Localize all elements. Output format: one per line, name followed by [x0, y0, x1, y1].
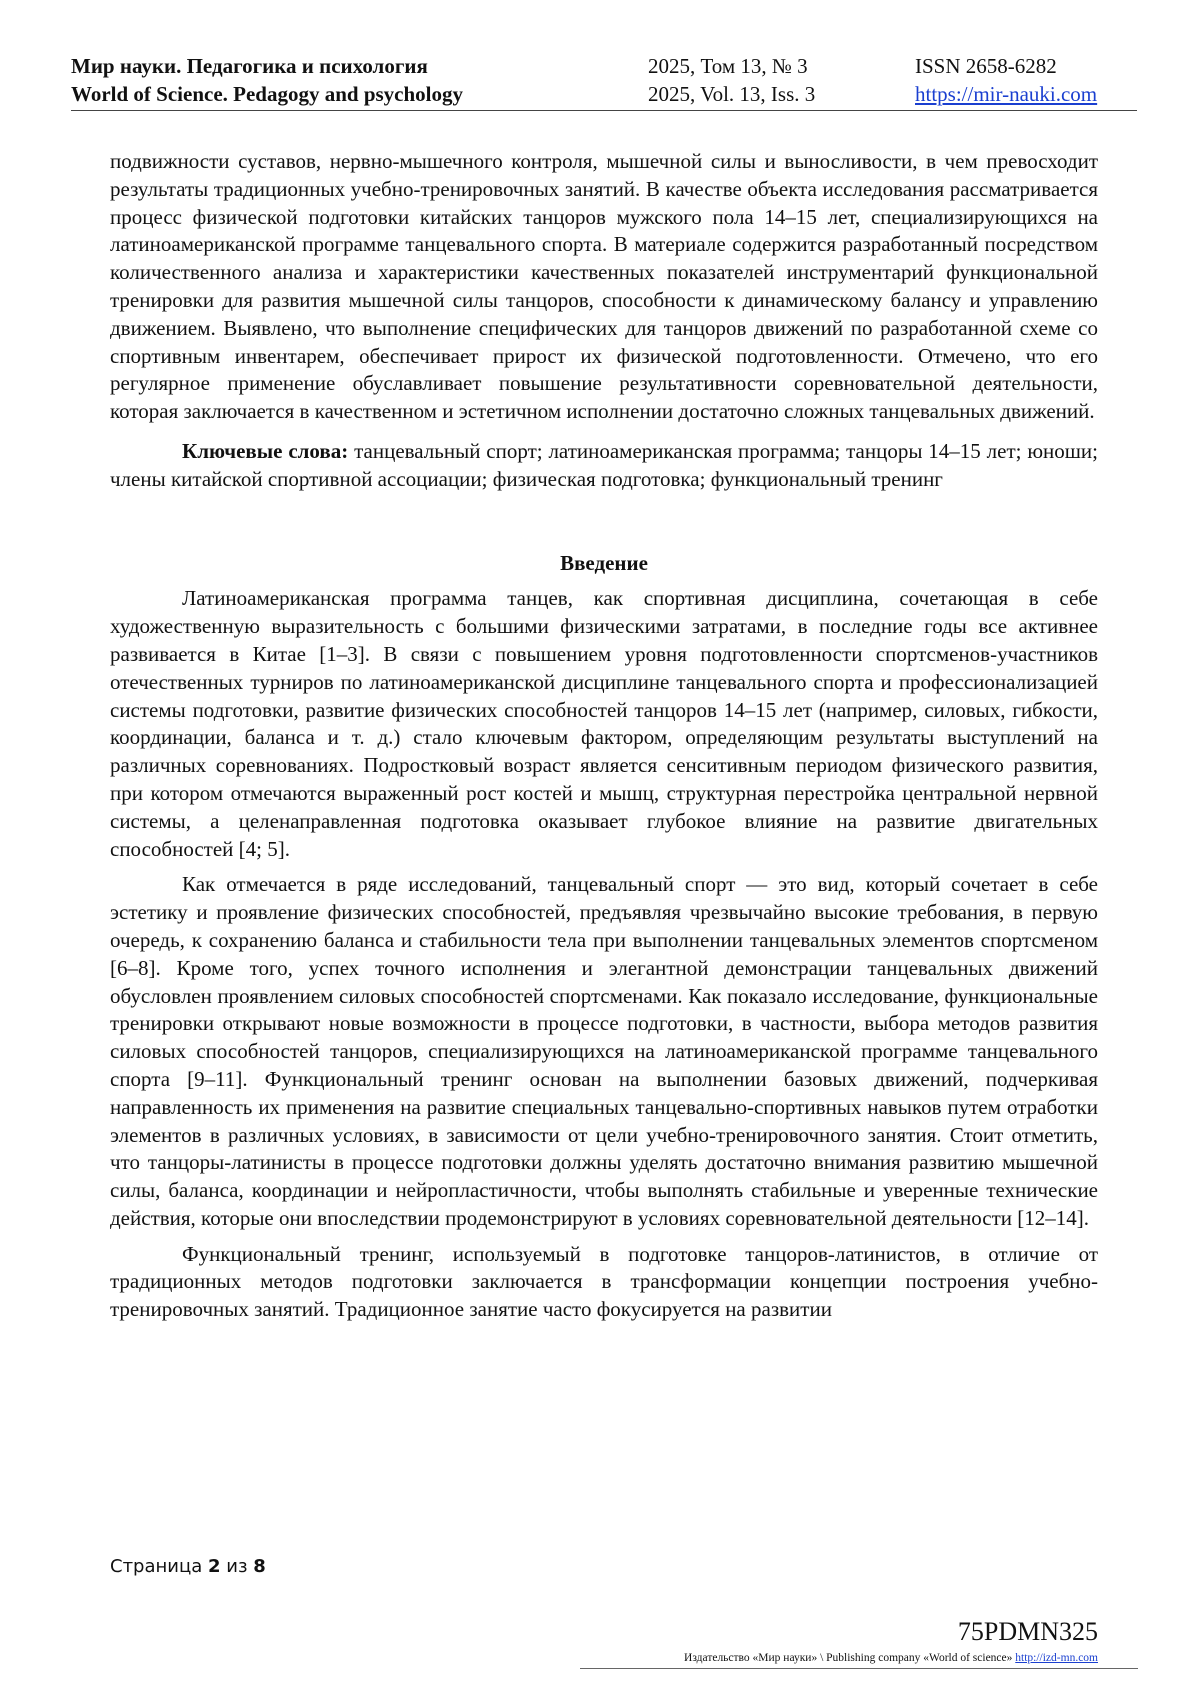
journal-title-block	[71, 52, 463, 108]
article-body	[110, 148, 1098, 1332]
paragraph: Латиноамериканская программа танцев, как спортивная дисциплина, сочетающая в себе художественную выразительность с большими физическими затратами, в последние годы все активнее развивается в Китае [1–3]. В связи с повышением уровня подготовленности спортсменов-участников отечественных турниров по латиноамериканской дисциплине танцевального спорта и профессионализацией системы подготовки, развитие физических способностей танцоров 14–15 лет (например, силовых, гибкости, координации, баланса и т. д.) стало ключевым фактором, определяющим результаты выступлений на различных соревнованиях. Подростковый возраст является сенситивным периодом физического развития, при котором отмечаются выраженный рост костей и мышц, структурная перестройка центральной нервной системы, а целенаправленная подготовка оказывает глубокое влияние на развитие двигательных способностей [4; 5].	[110, 586, 1098, 861]
header-divider	[71, 110, 1137, 111]
issue-ru: 2025, Том 13, № 3	[648, 54, 808, 78]
journal-title-ru: Мир науки. Педагогика и психология	[71, 54, 428, 78]
page-current: 2	[208, 1556, 221, 1577]
keywords-label: Ключевые слова:	[182, 438, 349, 463]
page-total: 8	[253, 1556, 266, 1577]
paragraph: Как отмечается в ряде исследований, танцевальный спорт — это вид, который сочетает в себе эстетику и проявление физических способностей, предъявляя чрезвычайно высокие требования, в первую очередь, к сохранению баланса и стабильности тела при выполнении танцевальных элементов спортсменом [6–8]. Кроме того, успех точного исполнения и элегантной демонстрации танцевальных движений обусловлен проявлением силовых способностей спортсменами. Как показало исследование, функциональные тренировки открывают новые возможности в процессе подготовки, в частности, выбора методов развития силовых способностей танцоров, специализирующихся на латиноамериканской программе танцевального спорта [9–11]. Функциональный тренинг основан на выполнении базовых движений, подчеркивая направленность их применения на развитие специальных танцевально-спортивных навыков путем отработки элементов в различных условиях, в зависимости от цели учебно-тренировочного занятия. Стоит отметить, что танцоры-латинисты в процессе подготовки должны уделять достаточно внимания развитию мышечной силы, баланса, координации и нейропластичности, чтобы выполнять стабильные и уверенные технические действия, которые они впоследствии продемонстрируют в условиях соревновательной деятельности [12–14].	[110, 872, 1098, 1230]
page-label: Страница	[110, 1556, 203, 1577]
journal-url-link[interactable]: https://mir-nauki.com	[915, 82, 1098, 106]
journal-title-en: World of Science. Pedagogy and psychology	[71, 82, 464, 106]
issue-en: 2025, Vol. 13, Iss. 3	[648, 82, 816, 106]
footer-divider	[580, 1668, 1138, 1669]
page-of: из	[226, 1556, 248, 1577]
publisher-url-link[interactable]: http://izd-mn.com	[1015, 1652, 1098, 1664]
publisher-line	[684, 1652, 1098, 1664]
keywords	[110, 438, 1098, 494]
article-code: 75PDMN325	[957, 1617, 1098, 1646]
page-number	[110, 1556, 266, 1577]
abstract-continuation: подвижности суставов, нервно-мышечного контроля, мышечной силы и выносливости, в чем превосходит результаты традиционных учебно-тренировочных занятий. В качестве объекта исследования рассматривается процесс физической подготовки китайских танцоров мужского пола 14–15 лет, специализирующихся на латиноамериканской программе танцевального спорта. В материале содержится разработанный посредством количественного анализа и характеристики качественных показателей инструментарий функциональной тренировки для развития мышечной силы танцоров, способности к динамическому балансу и управлению движением. Выявлено, что выполнение специфических для танцоров движений по разработанной схеме со спортивным инвентарем, обеспечивает прирост их физической подготовленности. Отмечено, что его регулярное применение обуславливает повышение результативности соревновательной деятельности, которая заключается в качественном и эстетичном исполнении достаточно сложных танцевальных движений.	[110, 149, 1098, 424]
keywords-text: танцевальный спорт; латиноамериканская программа; танцоры 14–15 лет; юноши; члены китайской спортивной ассоциации; физическая подготовка; функциональный тренинг	[110, 438, 1098, 491]
section-title: Введение	[560, 550, 648, 575]
issue-block	[648, 52, 815, 108]
issn: ISSN 2658-6282	[915, 54, 1057, 78]
issn-block	[915, 52, 1097, 108]
publisher-name: Издательство «Мир науки» \ Publishing company «World of science»	[684, 1652, 1013, 1664]
paragraph: Функциональный тренинг, используемый в подготовке танцоров-латинистов, в отличие от традиционных методов подготовки заключается в трансформации концепции построения учебно-тренировочных занятий. Традиционное занятие часто фокусируется на развитии	[110, 1241, 1098, 1322]
